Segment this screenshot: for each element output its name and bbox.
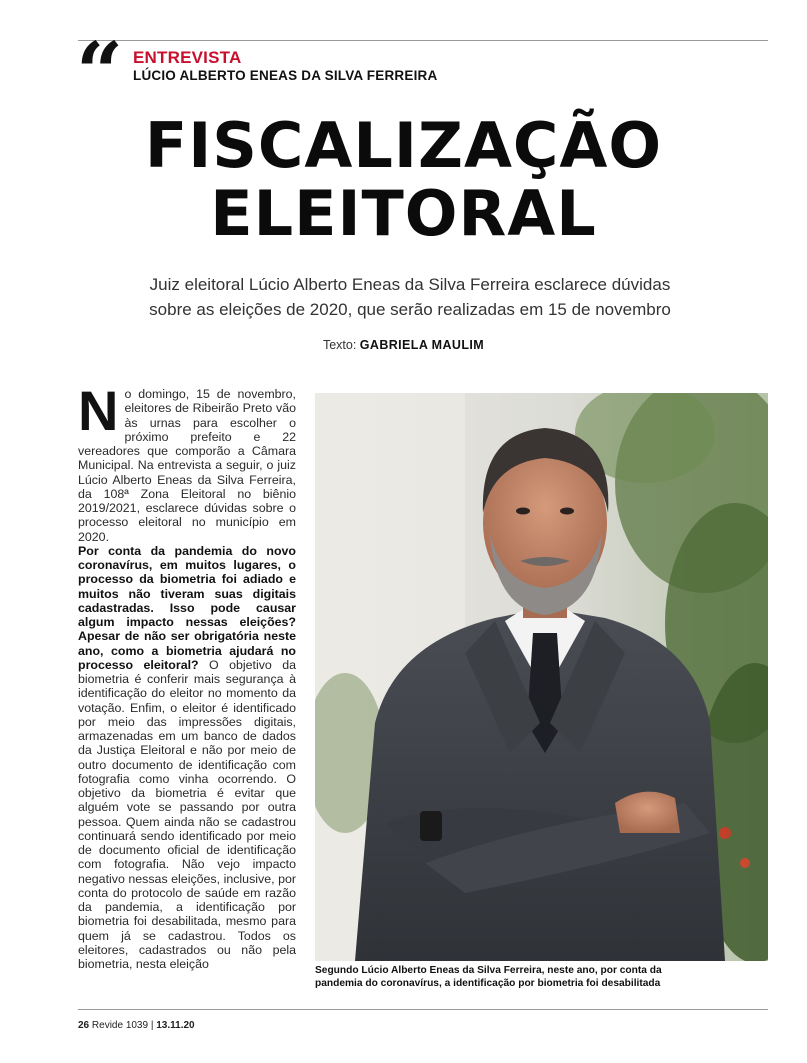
title-line-2: ELEITORAL	[210, 177, 597, 250]
quote-mark-icon: “	[76, 25, 118, 121]
page-number: 26	[78, 1020, 90, 1031]
article-column	[78, 379, 296, 971]
page-title	[0, 109, 807, 250]
photo-caption	[315, 964, 768, 990]
section-label: ENTREVISTA	[133, 48, 242, 67]
magazine-issue: Revide 1039	[91, 1020, 149, 1031]
byline	[0, 338, 807, 352]
drop-cap: N	[78, 379, 119, 442]
top-rule	[78, 40, 768, 41]
caption-line-2: pandemia do coronavírus, a identificação por biometria foi desabilitada	[315, 978, 661, 989]
footer-separator: |	[150, 1020, 154, 1031]
issue-date: 13.11.20	[156, 1020, 195, 1031]
byline-author: GABRIELA MAULIM	[359, 338, 485, 352]
intro-text: o domingo, 15 de novembro, eleitores de Ribeirão Preto vão às urnas para escolher o próximo prefeito e 22 vereadores que comporão a Câmara Municipal. Na entrevista a seguir, o juiz Lúcio Alberto Eneas da Silva Ferreira, da 108ª Zona Eleitoral no biênio 2019/2021, esclarece dúvidas sobre o processo eleitoral no município em 2020.	[78, 387, 296, 544]
interview-answer: O objetivo da biometria é conferir mais segurança à identificação do eleitor no momento da votação. Enfim, o eleitor é identificado por meio das impressões digitais, armazenadas em um banco de dados da Justiça Eleitoral e não por meio de outro documento de identificação com fotografia como vinha ocorrendo. O objetivo da biometria é evitar que alguém vote se passando por outra pessoa. Quem ainda não se cadastrou continuará sendo identificado por meio de documento oficial de identificação com fotografia. Não vejo impacto negativo nessas eleições, inclusive, por conta do protocolo de saúde em razão da pandemia, a identificação por biometria foi desabilitada, mesmo para quem já se cadastrou. Todos os eleitores, cadastrados ou não pela biometria, nesta eleição	[78, 657, 296, 971]
title-line-1: FISCALIZAÇÃO	[144, 109, 663, 182]
portrait-illustration	[315, 393, 768, 961]
interview-question: Por conta da pandemia do novo coronavírus, em muitos lugares, o processo da biometria foi adiado e muitos não tiveram suas digitais cadastradas. Isso pode causar algum impacto nessas eleições? Apesar de não ser obrigatória neste ano, como a biometria ajudará no processo eleitoral?	[78, 543, 296, 672]
interviewee-name: LÚCIO ALBERTO ENEAS DA SILVA FERREIRA	[133, 68, 438, 83]
byline-label: Texto:	[322, 338, 357, 352]
bottom-rule	[78, 1009, 768, 1010]
subtitle-line-1: Juiz eleitoral Lúcio Alberto Eneas da Silva Ferreira esclarece dúvidas	[149, 275, 671, 294]
subtitle-line-2: sobre as eleições de 2020, que serão realizadas em 15 de novembro	[149, 300, 671, 319]
article-intro	[78, 379, 296, 544]
page-footer	[78, 1020, 195, 1031]
portrait-photo	[315, 393, 768, 961]
subtitle	[100, 272, 720, 322]
caption-line-1: Segundo Lúcio Alberto Eneas da Silva Ferreira, neste ano, por conta da	[315, 965, 662, 976]
qa-paragraph	[78, 544, 296, 972]
